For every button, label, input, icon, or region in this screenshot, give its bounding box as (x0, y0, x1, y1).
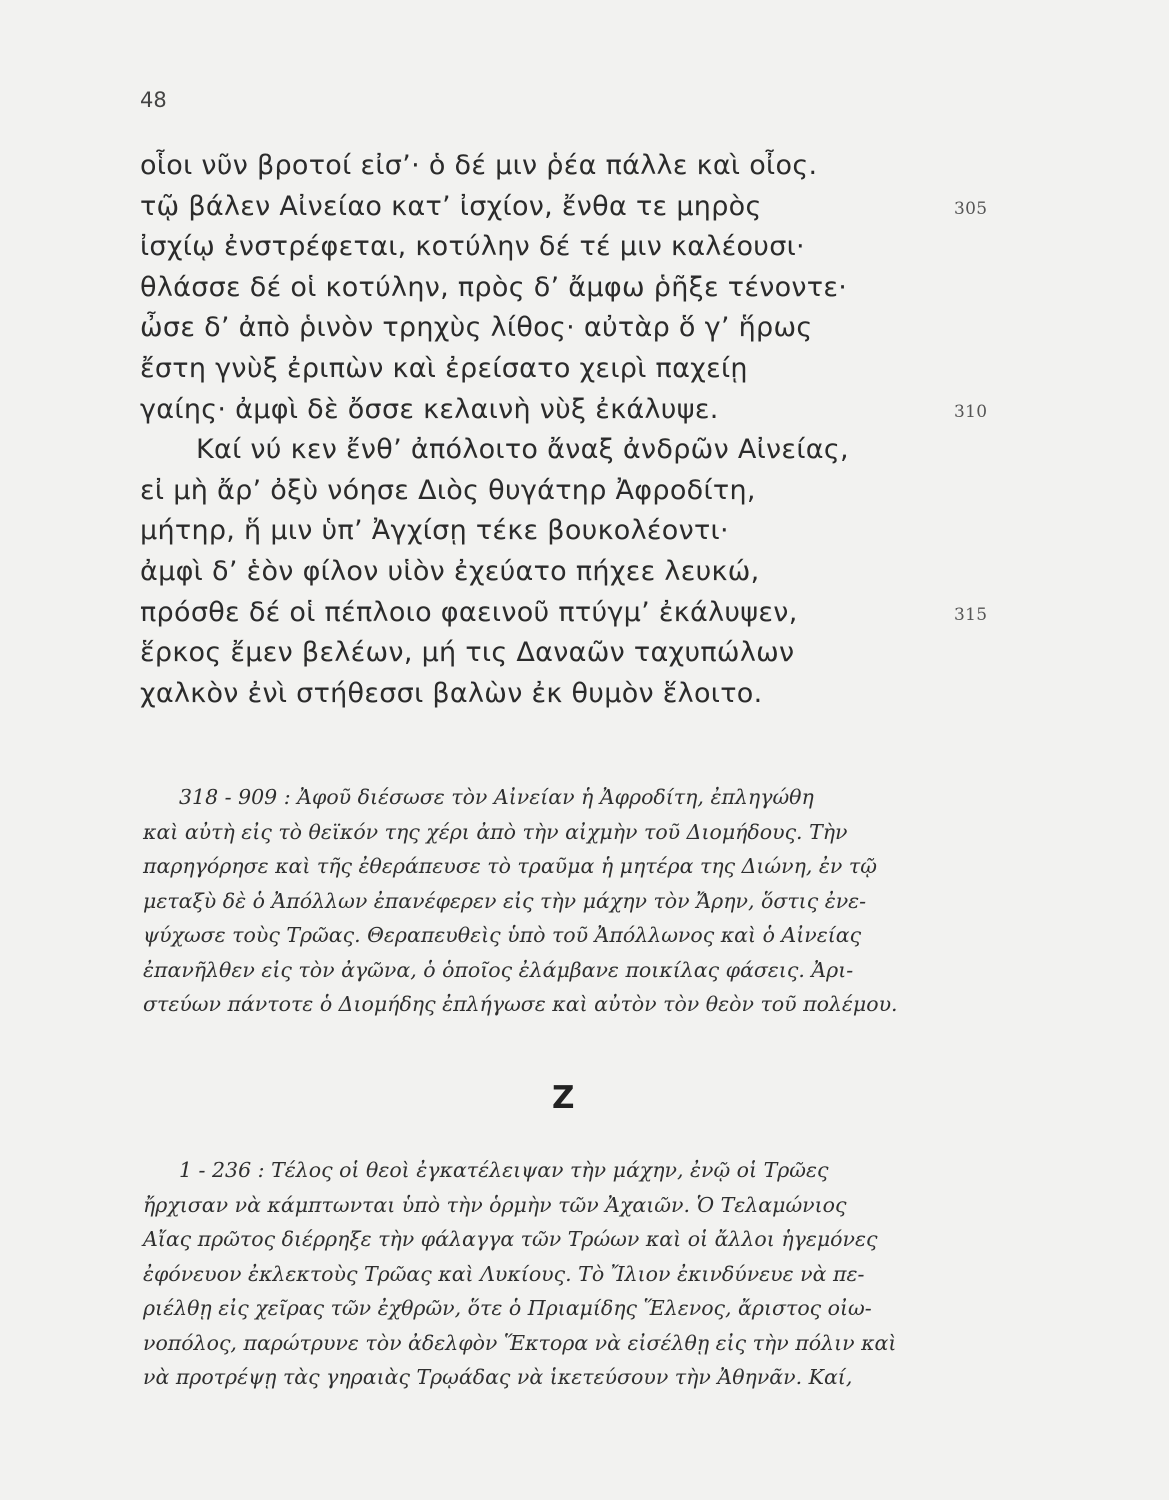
summary-paragraph (143, 780, 990, 1022)
summary-line: Αἴας πρῶτος διέρρηξε τὴν φάλαγγα τῶν Τρώων καὶ οἱ ἄλλοι ἡγεμόνες (143, 1227, 878, 1251)
summary-line: 318 - 909 : Ἀφοῦ διέσωσε τὸν Αἰνείαν ἡ Ἀφροδίτη, ἐπληγώθη (179, 785, 814, 809)
verse-line: χαλκὸν ἐνὶ στήθεσσι βαλὼν ἐκ θυμὸν ἕλοιτο. (140, 677, 763, 709)
verse-line: ἕρκος ἔμεν βελέων, μή τις Δαναῶν ταχυπώλων (140, 637, 795, 669)
summary-paragraph (143, 1153, 990, 1395)
summary-line: 1 - 236 : Τέλος οἱ θεοὶ ἐγκατέλειψαν τὴν μάχην, ἐνῷ οἱ Τρῶες (179, 1158, 829, 1182)
verse-line: ἔστη γνὺξ ἐριπὼν καὶ ἐρείσατο χειρὶ παχείῃ (140, 352, 748, 384)
verse-line: ἀμφὶ δ’ ἑὸν φίλον υἱὸν ἐχεύατο πήχεε λευκώ, (140, 555, 760, 587)
line-number: 315 (954, 604, 988, 625)
verse-line: μήτηρ, ἥ μιν ὑπ’ Ἀγχίσῃ τέκε βουκολέοντι· (140, 515, 729, 547)
summary-line: νὰ προτρέψῃ τὰς γηραιὰς Τρῳάδας νὰ ἱκετεύσουν τὴν Ἀθηνᾶν. Καί, (143, 1365, 853, 1389)
summary-line: ἐφόνευον ἐκλεκτοὺς Τρῶας καὶ Λυκίους. Τὸ Ἴλιον ἐκινδύνευε νὰ πε- (143, 1261, 865, 1286)
verse-line: ὦσε δ’ ἀπὸ ῥινὸν τρηχὺς λίθος· αὐτὰρ ὅ γ’ ἥρως (140, 312, 813, 344)
verse-line: πρόσθε δέ οἱ πέπλοιο φαεινοῦ πτύγμ’ ἐκάλυψεν, 315 (140, 593, 1040, 634)
verse-line: Καί νύ κεν ἔνθ’ ἀπόλοιτο ἄναξ ἀνδρῶν Αἰνείας, (196, 434, 849, 466)
summary-line: ριέλθῃ εἰς χεῖρας τῶν ἐχθρῶν, ὅτε ὁ Πριαμίδης Ἕλενος, ἄριστος οἰω- (143, 1296, 872, 1320)
summary-line: ψύχωσε τοὺς Τρῶας. Θεραπευθεὶς ὑπὸ τοῦ Ἀπόλλωνος καὶ ὁ Αἰνείας (143, 923, 862, 947)
verse-block (140, 146, 1040, 714)
page-number: 48 (140, 88, 167, 112)
verse-line: τῷ βάλεν Αἰνείαο κατ’ ἰσχίον, ἔνθα τε μηρὸς 305 (140, 187, 1040, 228)
summary-line: νοπόλος, παρώτρυνε τὸν ἀδελφὸν Ἕκτορα νὰ εἰσέλθῃ εἰς τὴν πόλιν καὶ (143, 1330, 897, 1355)
line-number: 310 (954, 401, 988, 422)
verse-line: εἰ μὴ ἄρ’ ὀξὺ νόησε Διὸς θυγάτηρ Ἀφροδίτη, (140, 474, 756, 506)
verse-line: γαίης· ἀμφὶ δὲ ὄσσε κελαινὴ νὺξ ἐκάλυψε. 310 (140, 390, 1040, 431)
line-number: 305 (954, 198, 988, 219)
verse-line: ἰσχίῳ ἐνστρέφεται, κοτύλην δέ τέ μιν καλέουσι· (140, 231, 805, 263)
summary-line: μεταξὺ δὲ ὁ Ἀπόλλων ἐπανέφερεν εἰς τὴν μάχην τὸν Ἄρην, ὅστις ἐνε- (143, 888, 867, 913)
summary-line: παρηγόρησε καὶ τῆς ἐθεράπευσε τὸ τραῦμα ἡ μητέρα της Διώνη, ἐν τῷ (143, 854, 877, 878)
summary-line: καὶ αὐτὴ εἰς τὸ θεϊκόν της χέρι ἀπὸ τὴν αἰχμὴν τοῦ Διομήδους. Τὴν (143, 819, 848, 844)
summary-line: ἤρχισαν νὰ κάμπτωνται ὑπὸ τὴν ὁρμὴν τῶν Ἀχαιῶν. Ὁ Τελαμώνιος (143, 1192, 847, 1217)
summary-line: στεύων πάντοτε ὁ Διομήδης ἐπλήγωσε καὶ αὐτὸν τὸν θεὸν τοῦ πολέμου. (143, 992, 898, 1016)
verse-line: θλάσσε δέ οἱ κοτύλην, πρὸς δ’ ἄμφω ῥῆξε τένοντε· (140, 271, 848, 303)
verse-line: οἷοι νῦν βροτοί εἰσ’· ὁ δέ μιν ῥέα πάλλε καὶ οἶος. (140, 150, 818, 181)
summary-line: ἐπανῆλθεν εἰς τὸν ἀγῶνα, ὁ ὁποῖος ἐλάμβανε ποικίλας φάσεις. Ἀρι- (143, 957, 854, 982)
section-heading: Ζ (552, 1080, 575, 1116)
